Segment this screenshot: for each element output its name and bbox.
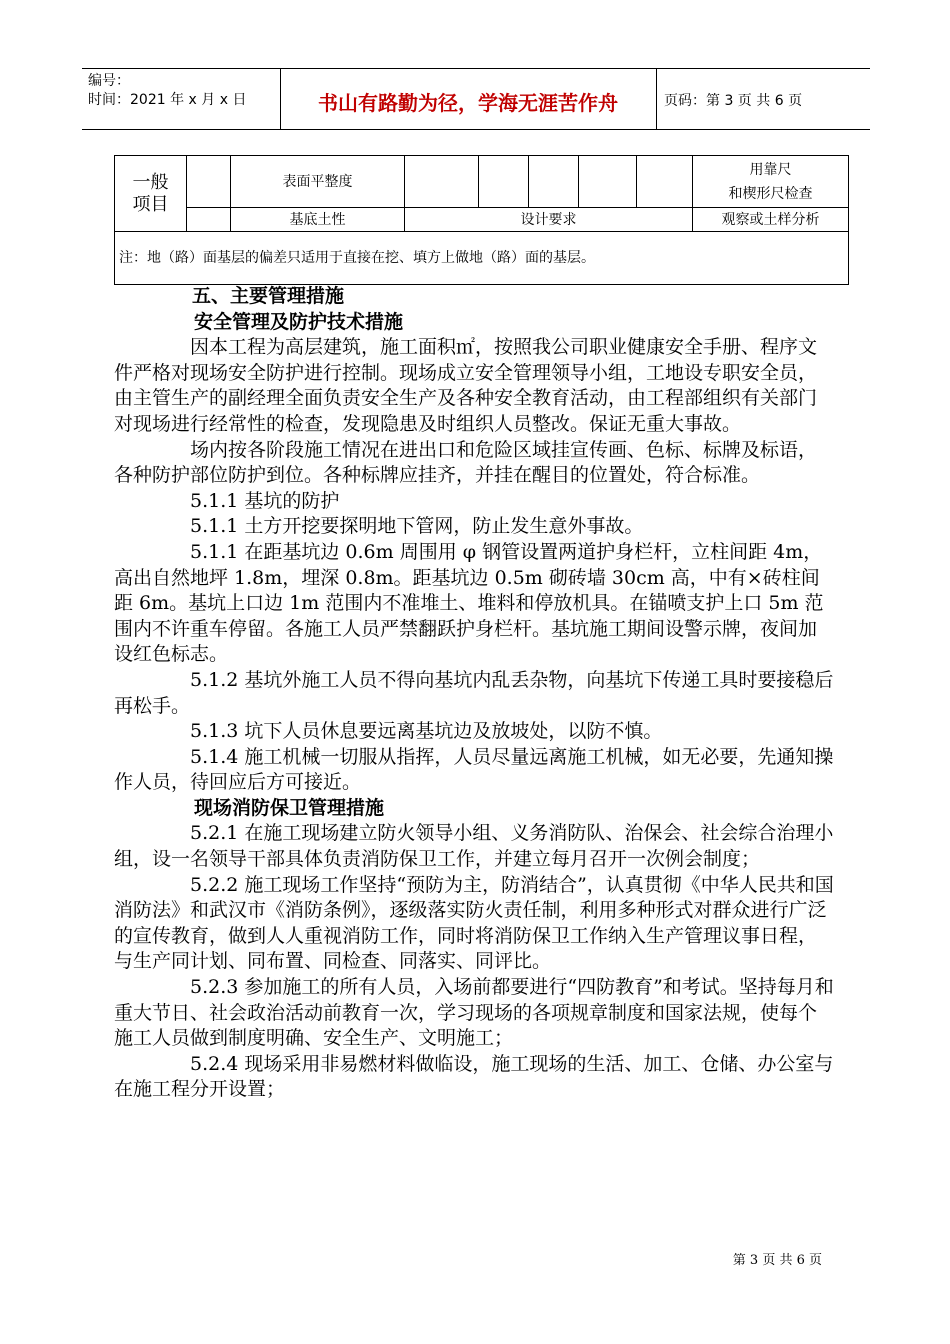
paragraph: 5.2.4 现场采用非易燃材料做临设，施工现场的生活、加工、仓储、办公室与在施工程分开设置；	[114, 1052, 834, 1101]
document-time: 时间：2021 年 x 月 x 日	[88, 92, 247, 108]
paragraph: 5.2.3 参加施工的所有人员，入场前都要进行“四防教育”和考试。坚持每月和重大节日、社会政治活动前教育一次，学习现场的各项规章制度和国家法规，使每个施工人员做到制度明确、安全生产、文明施工；	[114, 976, 834, 1050]
table-cell	[187, 156, 231, 208]
document-body	[114, 284, 834, 1103]
paragraph: 5.1.4 施工机械一切服从指挥，人员尽量远离施工机械，如无必要，先通知操作人员，待回应后方可接近。	[114, 745, 834, 794]
table-cell	[637, 156, 693, 208]
header-page-info: 页码：第 3 页 共 6 页	[664, 93, 803, 109]
document-number-label: 编号：	[88, 73, 130, 89]
inspection-table	[114, 155, 849, 285]
paragraph: 因本工程为高层建筑，施工面积㎡，按照我公司职业健康安全手册、程序文件严格对现场安全防护进行控制。现场成立安全管理领导小组，工地设专职安全员，由主管生产的副经理全面负责安全生产及各种安全教育活动，由工程部组织有关部门对现场进行经常性的检查，发现隐患及时组织人员整改。保证无重大事故。	[114, 336, 818, 435]
paragraph: 5.1.2 基坑外施工人员不得向基坑内乱丢杂物，向基坑下传递工具时要接稳后再松手。	[114, 668, 834, 717]
category-cell: 一般 项目	[115, 156, 187, 232]
table-cell	[529, 156, 579, 208]
table-note: 注：地（路）面基层的偏差只适用于直接在挖、填方上做地（路）面的基层。	[115, 232, 849, 285]
table-cell	[187, 208, 231, 232]
paragraph: 5.1.1 在距基坑边 0.6m 周围用 φ 钢管设置两道护身栏杆，立柱间距 4m，高出自然地坪 1.8m，埋深 0.8m。距基坑边 0.5m 砌砖墙 30cm 高，中有×砖柱间距 6m。基坑上口边 1m 范围内不准堆土、堆料和停放机具。在锚喷支护上口 5m 范围内不许重车停留。各施工人员严禁翻跃护身栏杆。基坑施工期间设警示牌，夜间加设红色标志。	[114, 540, 824, 666]
section-heading: 五、主要管理措施	[192, 285, 345, 307]
subsection-heading: 安全管理及防护技术措施	[194, 310, 404, 333]
table-cell	[579, 156, 637, 208]
requirement-cell: 设计要求	[405, 208, 693, 232]
item-cell: 表面平整度	[231, 156, 405, 208]
method-cell: 观察或土样分析	[693, 208, 849, 232]
table-row	[115, 156, 849, 208]
paragraph: 5.2.2 施工现场工作坚持“预防为主，防消结合”，认真贯彻《中华人民共和国消防法》和武汉市《消防条例》，逐级落实防火责任制，利用多种形式对群众进行广泛的宣传教育，做到人人重视消防工作，同时将消防保卫工作纳入生产管理议事日程，与生产同计划、同布置、同检查、同落实、同评比。	[114, 873, 834, 973]
paragraph: 5.1.1 基坑的防护	[190, 489, 340, 512]
header-divider	[656, 69, 657, 129]
subsection-heading: 现场消防保卫管理措施	[194, 796, 385, 819]
table-row	[115, 232, 849, 285]
table-row	[115, 208, 849, 232]
header-motto: 书山有路勤为径，学海无涯苦作舟	[318, 91, 618, 115]
header-divider	[280, 69, 281, 129]
paragraph: 5.1.3 坑下人员休息要远离基坑边及放坡处，以防不慎。	[190, 720, 663, 743]
page-header	[82, 68, 870, 130]
method-cell: 用靠尺 和楔形尺检查	[693, 156, 849, 208]
paragraph: 5.2.1 在施工现场建立防火领导小组、义务消防队、治保会、社会综合治理小组，设一名领导干部具体负责消防保卫工作，并建立每月召开一次例会制度；	[114, 822, 834, 871]
paragraph: 5.1.1 土方开挖要探明地下管网，防止发生意外事故。	[190, 515, 644, 538]
item-cell: 基底土性	[231, 208, 405, 232]
table-cell	[405, 156, 479, 208]
header-meta	[88, 72, 246, 110]
paragraph: 场内按各阶段施工情况在进出口和危险区域挂宣传画、色标、标牌及标语，各种防护部位防护到位。各种标牌应挂齐，并挂在醒目的位置处，符合标准。	[114, 438, 818, 487]
page-footer: 第 3 页 共 6 页	[732, 1253, 822, 1268]
table-cell	[479, 156, 529, 208]
